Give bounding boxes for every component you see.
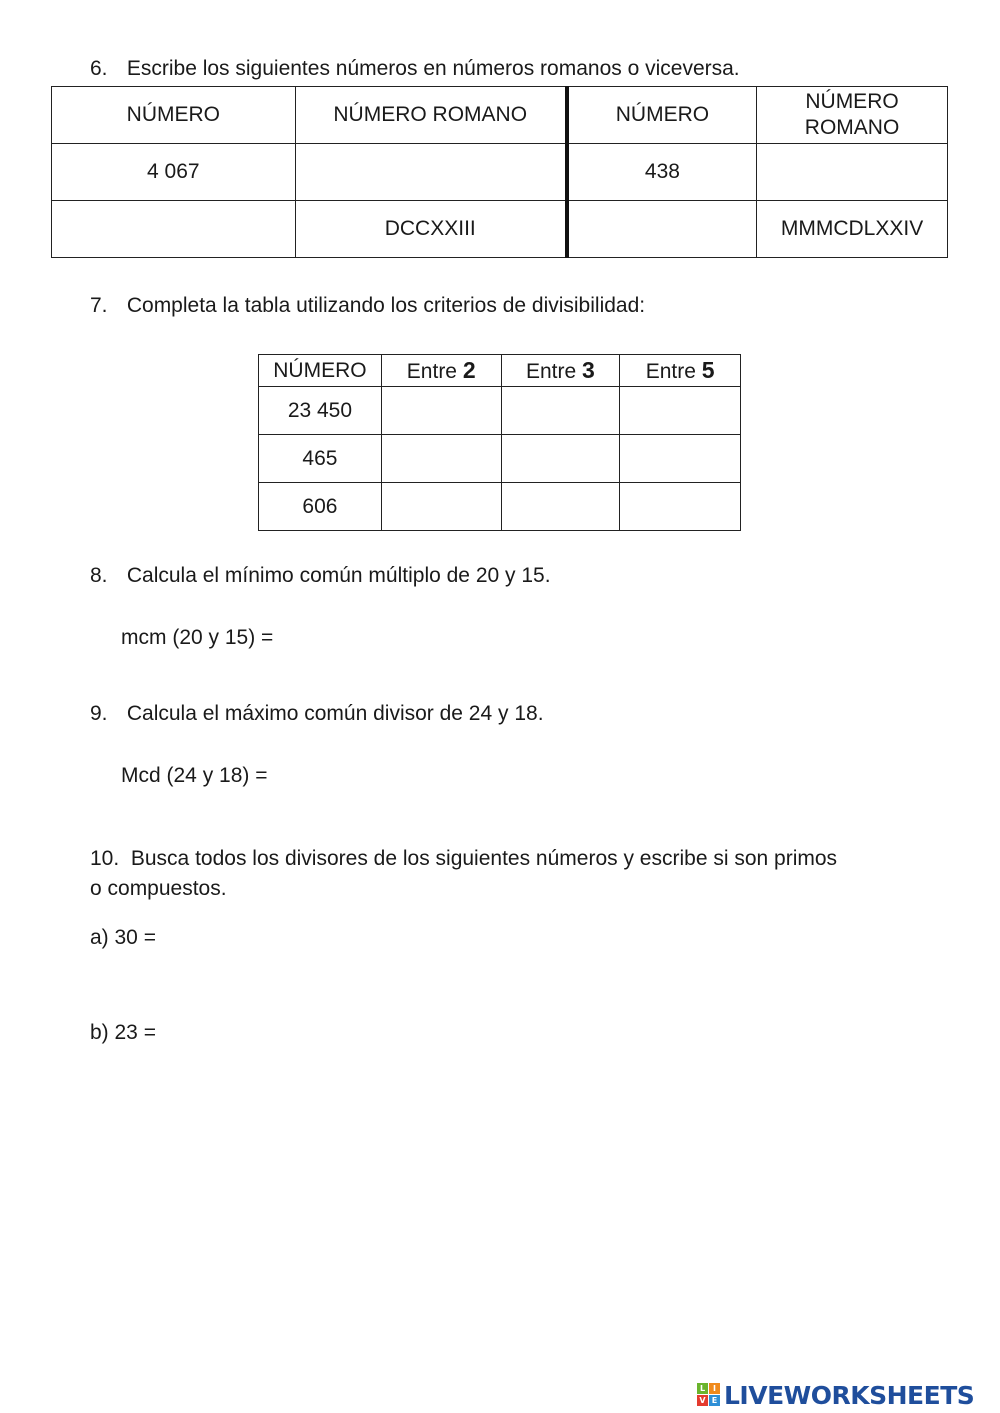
q10-prompt [90, 847, 837, 871]
header-numero-romano-2 [757, 87, 948, 144]
header-entre-5: Entre 5 [620, 355, 741, 387]
header-numero-romano-2-line2: ROMANO [804, 116, 900, 139]
number-cell: 23 450 [259, 387, 382, 435]
answer-cell-r1c4[interactable] [757, 144, 948, 201]
roman-numerals-table [51, 86, 948, 258]
q8-answer-label: mcm (20 y 15) = [121, 626, 274, 649]
q10-text-line1: Busca todos los divisores de los siguientes números y escribe si son primos [130, 847, 838, 870]
q8-prompt [90, 564, 551, 588]
q8-text: Calcula el mínimo común múltiplo de 20 y 15. [126, 564, 551, 587]
answer-cell-r1c2[interactable] [295, 144, 567, 201]
table-header-row [52, 87, 948, 144]
liveworksheets-logo[interactable] [697, 1377, 974, 1413]
number-cell: 465 [259, 435, 382, 483]
answer-cell-r2c3[interactable] [567, 201, 757, 258]
answer-cell[interactable] [381, 387, 501, 435]
answer-cell[interactable] [381, 435, 501, 483]
cell-r2c2: DCCXXIII [295, 201, 567, 258]
q10-text-line2: o compuestos. [90, 877, 227, 900]
cell-r1c1: 4 067 [52, 144, 296, 201]
q9-answer-field[interactable] [295, 760, 595, 792]
liveworksheets-logo-icon: L I V E [697, 1383, 721, 1407]
q10-number: 10. [90, 847, 120, 870]
table-row [259, 483, 741, 531]
cell-r2c4: MMMCDLXXIV [757, 201, 948, 258]
cell-r1c3: 438 [567, 144, 757, 201]
q10-item-b-answer-field[interactable] [175, 1017, 875, 1049]
q10-item-a: a) 30 = [90, 926, 156, 949]
q10-item-a-answer-field[interactable] [175, 922, 875, 954]
table-row [259, 435, 741, 483]
q9-prompt [90, 702, 544, 726]
header-entre-3: Entre 3 [501, 355, 620, 387]
header-numero-2: NÚMERO [567, 87, 757, 144]
q8-answer-field[interactable] [300, 622, 600, 654]
header-numero-romano-1: NÚMERO ROMANO [295, 87, 567, 144]
header-numero-romano-2-line1: NÚMERO [805, 90, 899, 113]
table-row [259, 387, 741, 435]
answer-cell-r2c1[interactable] [52, 201, 296, 258]
answer-cell[interactable] [501, 387, 620, 435]
liveworksheets-logo-text: LIVEWORKSHEETS [724, 1380, 975, 1410]
divisibility-table [258, 354, 741, 531]
answer-cell[interactable] [501, 435, 620, 483]
answer-cell[interactable] [501, 483, 620, 531]
header-numero: NÚMERO [259, 355, 382, 387]
table-row [52, 144, 948, 201]
q7-text: Completa la tabla utilizando los criterios de divisibilidad: [126, 294, 646, 317]
table-header-row [259, 355, 741, 387]
q7-prompt [90, 294, 645, 318]
table-row [52, 201, 948, 258]
q9-text: Calcula el máximo común divisor de 24 y 18. [126, 702, 544, 725]
answer-cell[interactable] [620, 435, 741, 483]
answer-cell[interactable] [620, 387, 741, 435]
q9-number: 9. [90, 702, 108, 725]
header-entre-2: Entre 2 [381, 355, 501, 387]
q6-prompt [90, 57, 740, 81]
q8-number: 8. [90, 564, 108, 587]
q10-item-b: b) 23 = [90, 1021, 156, 1044]
q7-number: 7. [90, 294, 108, 317]
q9-answer-label: Mcd (24 y 18) = [121, 764, 268, 787]
answer-cell[interactable] [381, 483, 501, 531]
q6-number: 6. [90, 57, 108, 80]
answer-cell[interactable] [620, 483, 741, 531]
q6-text: Escribe los siguientes números en números romanos o viceversa. [126, 57, 740, 80]
header-numero-1: NÚMERO [52, 87, 296, 144]
number-cell: 606 [259, 483, 382, 531]
